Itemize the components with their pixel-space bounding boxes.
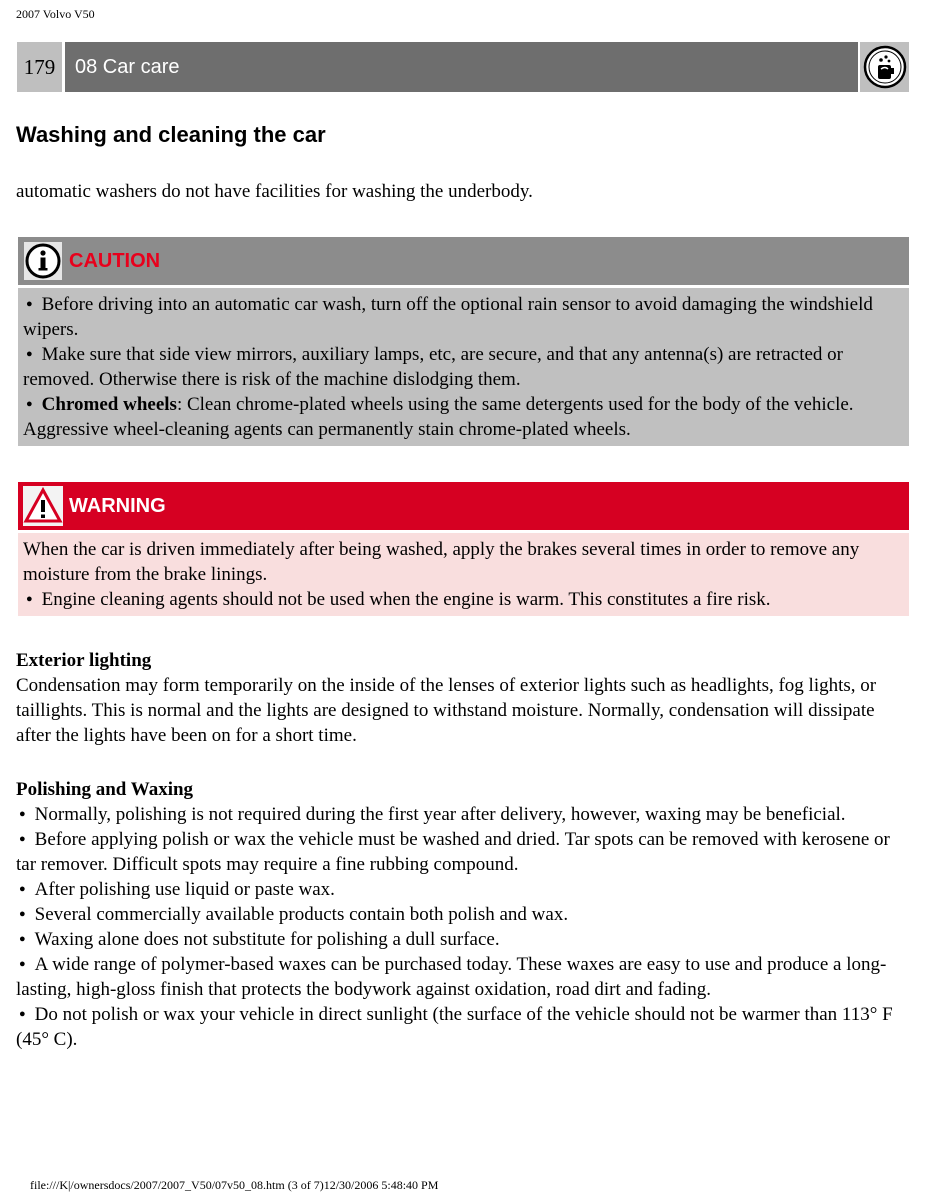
exterior-lighting-section bbox=[16, 648, 906, 748]
list-item: ● Before driving into an automatic car wash, turn off the optional rain sensor to avoid damaging the windshield wipers. bbox=[23, 292, 903, 342]
list-item: ● Engine cleaning agents should not be used when the engine is warm. This constitutes a fire risk. bbox=[23, 587, 903, 612]
section-heading: Polishing and Waxing bbox=[16, 779, 194, 800]
file-path-footer: file:///K|/ownersdocs/2007/2007_V50/07v50_08.htm (3 of 7)12/30/2006 5:48:40 PM bbox=[30, 1178, 439, 1192]
info-icon bbox=[21, 240, 65, 282]
polishing-section bbox=[16, 777, 906, 1052]
warning-box bbox=[18, 482, 909, 616]
caution-label: CAUTION bbox=[69, 249, 161, 272]
page-number: 179 bbox=[17, 42, 62, 92]
warning-header bbox=[18, 482, 909, 530]
list-item: ● Make sure that side view mirrors, auxiliary lamps, etc, are secure, and that any antenna(s) are retracted or removed. Otherwise there is risk of the machine dislodging them. bbox=[23, 342, 903, 392]
warning-body bbox=[18, 533, 909, 616]
section-header bbox=[17, 42, 909, 92]
section-text: Condensation may form temporarily on the inside of the lenses of exterior lights such as headlights, fog lights, or taillights. This is normal and the lights are designed to withstand moisture. Normally, condensation will dissipate after the lights have been on for a short time. bbox=[16, 675, 877, 746]
list-item: ● Normally, polishing is not required during the first year after delivery, however, waxing may be beneficial. bbox=[16, 802, 906, 827]
caution-body bbox=[18, 288, 909, 446]
list-item: ● Before applying polish or wax the vehicle must be washed and dried. Tar spots can be removed with kerosene or tar remover. Difficult spots may require a fine rubbing compound. bbox=[16, 827, 906, 877]
warning-intro: When the car is driven immediately after being washed, apply the brakes several times in order to remove any moisture from the brake linings. bbox=[23, 539, 860, 585]
section-title: 08 Car care bbox=[65, 42, 858, 92]
list-item: ● A wide range of polymer-based waxes can be purchased today. These waxes are easy to use and produce a long-lasting, high-gloss finish that protects the bodywork against oxidation, road dirt and fading. bbox=[16, 952, 906, 1002]
warning-label: WARNING bbox=[69, 494, 166, 517]
list-item: ● After polishing use liquid or paste wax. bbox=[16, 877, 906, 902]
warning-triangle-icon bbox=[21, 485, 65, 527]
section-heading: Exterior lighting bbox=[16, 650, 152, 671]
list-item: ● Several commercially available products contain both polish and wax. bbox=[16, 902, 906, 927]
caution-header bbox=[18, 237, 909, 285]
document-title: 2007 Volvo V50 bbox=[16, 7, 95, 21]
caution-box bbox=[18, 237, 909, 446]
list-item: ● Chromed wheels: Clean chrome-plated wheels using the same detergents used for the body of the vehicle. Aggressive wheel-cleaning agents can permanently stain chrome-plated wheels. bbox=[23, 392, 903, 442]
intro-text: automatic washers do not have facilities for washing the underbody. bbox=[16, 181, 533, 202]
page-heading: Washing and cleaning the car bbox=[16, 122, 326, 147]
list-item: ● Waxing alone does not substitute for polishing a dull surface. bbox=[16, 927, 906, 952]
car-care-icon bbox=[860, 42, 909, 92]
list-item: ● Do not polish or wax your vehicle in direct sunlight (the surface of the vehicle should not be warmer than 113° F (45° C). bbox=[16, 1002, 906, 1052]
